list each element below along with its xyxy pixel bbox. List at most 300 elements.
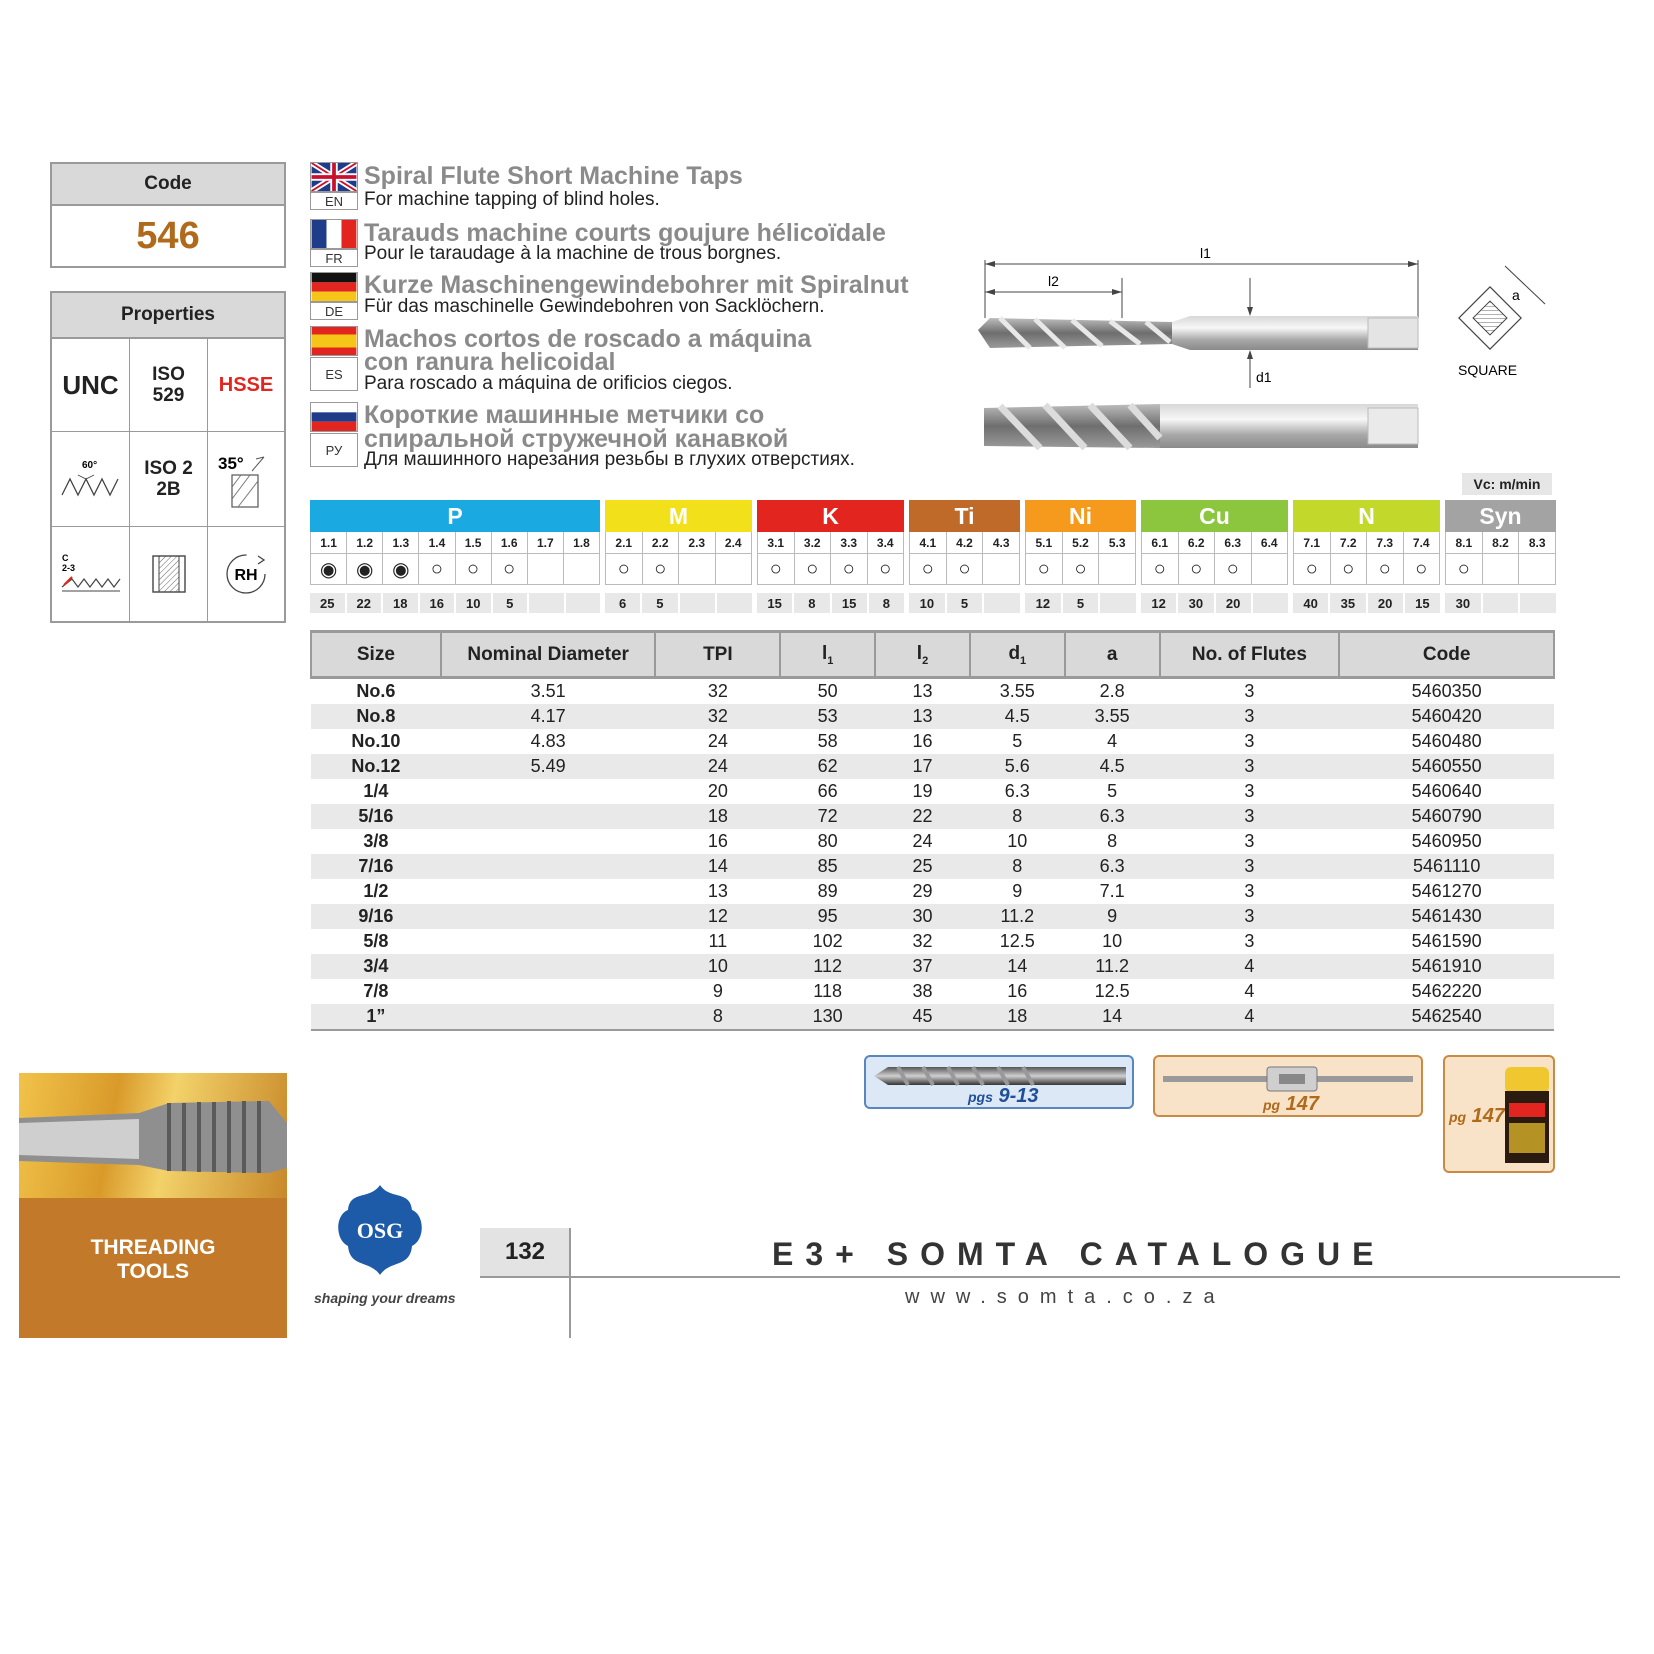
material-header: Syn <box>1445 500 1556 532</box>
table-cell: 7.1 <box>1099 881 1125 901</box>
table-row <box>311 904 1554 929</box>
table-cell: 3.55 <box>999 681 1035 701</box>
suitable-mark-icon: ○ <box>879 557 892 580</box>
suitable-mark-icon: ○ <box>1342 557 1355 580</box>
subgroup-number: 2.2 <box>643 532 679 554</box>
material-subgroup <box>1519 532 1555 584</box>
material-subgroup <box>1483 532 1520 584</box>
subgroup-number: 6.4 <box>1252 532 1288 554</box>
table-cell: 19 <box>912 781 933 801</box>
suitable-mark-icon: ○ <box>842 557 855 580</box>
table-cell: 8 <box>970 804 1065 829</box>
flag-es-icon <box>310 326 358 361</box>
table-cell: 30 <box>875 904 970 929</box>
table-cell: 62 <box>780 754 875 779</box>
lang-code-fr: FR <box>310 249 358 267</box>
material-subgroup <box>716 532 752 584</box>
table-row <box>311 1004 1554 1030</box>
table-cell: 5462540 <box>1339 1004 1554 1030</box>
table-cell: 72 <box>780 804 875 829</box>
table-cell: 5/8 <box>363 931 389 951</box>
cutting-speed-value: 5 <box>947 593 983 613</box>
table-cell: 89 <box>817 881 838 901</box>
cutting-speed-value: 6 <box>605 593 640 613</box>
suitable-mark-icon: ○ <box>503 557 516 580</box>
table-cell: 22 <box>875 804 970 829</box>
cutting-speed-value: 35 <box>1330 593 1365 613</box>
table-cell: 37 <box>875 954 970 979</box>
subtitle-en: For machine tapping of blind holes. <box>364 189 660 210</box>
table-cell: 85 <box>780 854 875 879</box>
column-header: Nominal Diameter <box>441 632 656 678</box>
subgroup-number: 1.2 <box>347 532 382 554</box>
table-cell <box>441 954 656 979</box>
table-cell: 12.5 <box>1094 981 1130 1001</box>
table-cell: 8 <box>1107 831 1118 851</box>
table-cell: 4 <box>1160 954 1340 979</box>
osg-tagline: shaping your dreams <box>314 1290 456 1306</box>
material-header: Ni <box>1025 500 1136 532</box>
suitable-mark-icon: ○ <box>1153 557 1166 580</box>
svg-text:2-3: 2-3 <box>61 563 75 573</box>
table-cell: 13 <box>707 881 728 901</box>
table-cell: 6.3 <box>1004 781 1030 801</box>
vc-label: Vc: m/min <box>1462 473 1552 495</box>
lang-code-en: EN <box>310 192 358 210</box>
table-cell: 6.3 <box>1065 804 1160 829</box>
material-subgroup <box>1446 532 1483 584</box>
material-subgroup <box>564 532 599 584</box>
table-cell: 11 <box>708 931 728 951</box>
subgroup-number: 4.3 <box>983 532 1019 554</box>
subgroup-number: 2.4 <box>716 532 752 554</box>
lang-code-es: ES <box>310 357 358 391</box>
material-subgroup <box>679 532 716 584</box>
cutting-speed-value: 5 <box>1063 593 1099 613</box>
cutting-speed-value <box>1100 593 1136 613</box>
table-cell <box>441 879 656 904</box>
table-cell: 53 <box>780 704 875 729</box>
cutting-fluid-page-ref: pg 147 <box>1449 1105 1506 1127</box>
material-group-syn <box>1445 500 1556 613</box>
thread-angle-icon <box>52 432 130 527</box>
material-subgroup <box>910 532 947 584</box>
table-cell: 4.5 <box>970 704 1065 729</box>
table-cell: 3.51 <box>530 681 566 701</box>
code-value: 546 <box>136 214 200 257</box>
table-cell: 4 <box>1107 731 1118 751</box>
cutting-speed-value: 10 <box>909 593 945 613</box>
table-cell: 4.83 <box>530 731 566 751</box>
table-cell: 1” <box>311 1004 441 1030</box>
flag-ru-icon <box>310 402 358 437</box>
subtitle-es: Para roscado a máquina de orificios ciegos. <box>364 373 733 394</box>
table-cell: 4 <box>1244 981 1255 1001</box>
table-cell: 3.55 <box>1065 704 1160 729</box>
tolerance-class: ISO 2 2B <box>130 432 208 527</box>
properties-box <box>50 291 286 623</box>
table-cell: 5 <box>1012 731 1023 751</box>
column-header: Size <box>311 632 441 678</box>
table-cell: 5461430 <box>1339 904 1554 929</box>
subtitle-fr: Pour le taraudage à la machine de trous borgnes. <box>364 243 782 264</box>
table-cell: 2.8 <box>1099 681 1125 701</box>
title-fr: Tarauds machine courts goujure hélicoïdale <box>364 219 886 247</box>
subgroup-number: 8.3 <box>1519 532 1555 554</box>
table-cell: 3/4 <box>311 954 441 979</box>
suitable-mark-icon: ○ <box>1190 557 1203 580</box>
size-table <box>310 630 1555 1031</box>
table-cell: 8 <box>970 854 1065 879</box>
table-cell: 4.5 <box>1065 754 1160 779</box>
table-cell: 9 <box>1065 904 1160 929</box>
svg-text:RH: RH <box>234 567 258 584</box>
cutting-speed-value: 10 <box>456 593 491 613</box>
subgroup-number: 8.2 <box>1483 532 1519 554</box>
material-subgroup <box>347 532 383 584</box>
recommended-mark-icon: ◉ <box>319 558 338 581</box>
table-cell: 32 <box>655 704 780 729</box>
subtitle-de: Für das maschinelle Gewindebohren von Sacklöchern. <box>364 296 825 317</box>
suitable-mark-icon: ○ <box>467 557 480 580</box>
table-cell: 18 <box>970 1004 1065 1030</box>
material-subgroup <box>1099 532 1135 584</box>
table-row <box>311 678 1554 705</box>
cutting-speed-value <box>680 593 715 613</box>
subgroup-number: 3.4 <box>868 532 904 554</box>
cutting-fluid-card[interactable] <box>1443 1055 1555 1173</box>
table-cell: 5461110 <box>1339 854 1554 879</box>
material-groups <box>310 500 1555 615</box>
no-mark <box>1519 554 1555 584</box>
material-subgroup <box>831 532 868 584</box>
material-group-ni <box>1025 500 1136 613</box>
no-mark <box>716 554 752 584</box>
table-row <box>311 804 1554 829</box>
cutting-speed-value: 22 <box>347 593 382 613</box>
table-row <box>311 829 1554 854</box>
material-subgroup <box>1026 532 1063 584</box>
table-cell: 6.3 <box>1065 854 1160 879</box>
properties-label: Properties <box>52 293 284 339</box>
material-header: K <box>757 500 904 532</box>
subgroup-number: 2.3 <box>679 532 715 554</box>
suitable-mark-icon: ○ <box>921 557 934 580</box>
threading-tap-image <box>19 1073 287 1198</box>
column-header: $l_2$ <box>875 632 970 678</box>
title-es: Machos cortos de roscado a máquina <box>364 325 812 353</box>
table-cell: No.12 <box>311 754 441 779</box>
tap-dimension-drawing <box>960 238 1560 478</box>
table-cell: 5460420 <box>1339 704 1554 729</box>
material-subgroup <box>419 532 455 584</box>
table-cell: 10 <box>1007 831 1028 851</box>
footer-divider <box>480 1276 1620 1278</box>
table-cell: 3 <box>1160 804 1340 829</box>
subgroup-number: 1.6 <box>492 532 527 554</box>
table-cell: 3 <box>1160 904 1340 929</box>
cutting-speed-value: 30 <box>1445 593 1481 613</box>
material-group-m <box>605 500 752 613</box>
table-cell: 3 <box>1244 881 1255 901</box>
subgroup-number: 1.7 <box>528 532 563 554</box>
material-subgroup <box>492 532 528 584</box>
table-row <box>311 704 1554 729</box>
table-cell: 7/16 <box>311 854 441 879</box>
table-cell: 102 <box>812 931 843 951</box>
title-en: Spiral Flute Short Machine Taps <box>364 162 743 190</box>
cutting-speed-value <box>984 593 1020 613</box>
table-cell: 112 <box>780 954 875 979</box>
subgroup-number: 5.1 <box>1026 532 1062 554</box>
table-cell: 13 <box>875 704 970 729</box>
drill-page-ref: pgs 9-13 <box>968 1085 1039 1107</box>
recommended-mark-icon: ◉ <box>355 558 374 581</box>
chamfer-icon <box>52 527 130 621</box>
cutting-speed-value: 12 <box>1141 593 1176 613</box>
cutting-speed-value: 40 <box>1293 593 1328 613</box>
cutting-speed-value <box>1520 593 1556 613</box>
lang-code-de: DE <box>310 302 358 320</box>
table-cell: 66 <box>817 781 838 801</box>
table-cell: No.8 <box>311 704 441 729</box>
table-cell: 18 <box>655 804 780 829</box>
iso-standard: ISO 529 <box>130 339 208 432</box>
table-cell: 14 <box>655 854 780 879</box>
svg-text:35°: 35° <box>218 454 244 473</box>
table-cell <box>441 929 656 954</box>
suitable-mark-icon: ○ <box>1074 557 1087 580</box>
svg-text:C: C <box>61 553 68 563</box>
material-group-ti <box>909 500 1020 613</box>
table-cell: 12 <box>655 904 780 929</box>
table-cell: 5460640 <box>1411 781 1482 801</box>
subgroup-number: 1.5 <box>456 532 491 554</box>
material-subgroup <box>1063 532 1100 584</box>
table-cell: 38 <box>912 981 933 1001</box>
svg-text:l2: l2 <box>1048 273 1059 289</box>
table-row <box>311 979 1554 1004</box>
table-cell: 58 <box>817 731 838 751</box>
svg-text:OSG: OSG <box>356 1218 404 1243</box>
subtitle-ru: Для машинного нарезания резьбы в глухих отверстиях. <box>364 449 855 470</box>
table-row <box>311 879 1554 904</box>
material-subgroup <box>311 532 347 584</box>
cutting-speed-value <box>717 593 752 613</box>
table-cell: No.10 <box>351 731 401 751</box>
suitable-mark-icon: ○ <box>958 557 971 580</box>
material-subgroup <box>528 532 564 584</box>
table-cell: 3 <box>1244 781 1255 801</box>
material-header: P <box>310 500 600 532</box>
suitable-mark-icon: ○ <box>1305 557 1318 580</box>
table-cell: 5460950 <box>1411 831 1482 851</box>
subgroup-number: 1.1 <box>311 532 346 554</box>
table-cell: 1/4 <box>363 781 389 801</box>
material-group-k <box>757 500 904 613</box>
table-cell: 3 <box>1160 854 1340 879</box>
cutting-speed-value: 18 <box>383 593 418 613</box>
table-cell: 13 <box>912 681 933 701</box>
subgroup-number: 4.1 <box>910 532 946 554</box>
table-cell <box>441 804 656 829</box>
table-cell: 7/8 <box>363 981 389 1001</box>
table-cell <box>441 779 656 804</box>
code-box <box>50 162 286 268</box>
table-cell: 10 <box>1102 931 1123 951</box>
table-cell: 3 <box>1160 754 1340 779</box>
title-ru-line2: спиральной стружечной канавкой <box>364 425 789 453</box>
table-cell: 11.2 <box>1065 954 1160 979</box>
cutting-speed-value: 8 <box>869 593 904 613</box>
column-header: a <box>1065 632 1160 678</box>
table-cell <box>441 854 656 879</box>
material-header: Cu <box>1141 500 1288 532</box>
table-row <box>311 954 1554 979</box>
table-cell: 5462220 <box>1411 981 1482 1001</box>
subgroup-number: 5.2 <box>1063 532 1099 554</box>
material-subgroup <box>1252 532 1288 584</box>
cutting-speed-value <box>566 593 601 613</box>
table-cell: 5.49 <box>441 754 656 779</box>
suitable-mark-icon: ○ <box>1037 557 1050 580</box>
cutting-speed-value: 5 <box>642 593 677 613</box>
subgroup-number: 8.1 <box>1446 532 1482 554</box>
table-cell: 4.17 <box>441 704 656 729</box>
table-cell <box>441 979 656 1004</box>
table-cell: 5460480 <box>1411 731 1482 751</box>
table-cell: 14 <box>1065 1004 1160 1030</box>
table-cell: 3 <box>1244 731 1255 751</box>
table-cell: 25 <box>875 854 970 879</box>
title-de: Kurze Maschinengewindebohrer mit Spiralnut <box>364 271 909 299</box>
cutting-speed-value <box>529 593 564 613</box>
subgroup-number: 3.3 <box>831 532 867 554</box>
table-cell: 118 <box>813 981 842 1001</box>
material-subgroup <box>868 532 904 584</box>
subgroup-number: 7.3 <box>1367 532 1403 554</box>
no-mark <box>1252 554 1288 584</box>
suitable-mark-icon: ○ <box>769 557 782 580</box>
title-es-line2: con ranura helicoidal <box>364 348 616 376</box>
cutting-speed-value <box>1483 593 1519 613</box>
table-cell: 17 <box>875 754 970 779</box>
table-cell: 3 <box>1160 704 1340 729</box>
subgroup-number: 7.2 <box>1331 532 1367 554</box>
material-hsse: HSSE <box>208 339 284 432</box>
helix-angle-icon <box>208 432 284 527</box>
code-label: Code <box>52 164 284 206</box>
suitable-mark-icon: ○ <box>654 557 667 580</box>
table-cell: 5461590 <box>1411 931 1482 951</box>
table-cell: 130 <box>780 1004 875 1030</box>
material-subgroup <box>643 532 680 584</box>
title-ru: Короткие машинные метчики со <box>364 401 765 429</box>
table-cell <box>441 904 656 929</box>
rotation-icon <box>208 527 284 621</box>
cutting-speed-value: 25 <box>310 593 345 613</box>
cutting-speed-value: 20 <box>1368 593 1403 613</box>
suitable-mark-icon: ○ <box>1226 557 1239 580</box>
footer-vertical-divider <box>569 1228 571 1338</box>
table-cell: 10 <box>655 954 780 979</box>
table-cell: 12.5 <box>999 931 1035 951</box>
table-row <box>311 754 1554 779</box>
table-cell: 20 <box>707 781 728 801</box>
material-subgroup <box>947 532 984 584</box>
recommended-mark-icon: ◉ <box>392 558 410 581</box>
table-cell: 14 <box>970 954 1065 979</box>
table-cell: 16 <box>707 831 728 851</box>
subgroup-number: 4.2 <box>947 532 983 554</box>
material-subgroup <box>456 532 492 584</box>
tap-wrench-card[interactable] <box>1153 1055 1423 1117</box>
table-cell: 5.6 <box>970 754 1065 779</box>
material-subgroup <box>383 532 419 584</box>
no-mark <box>1099 554 1135 584</box>
subgroup-number: 6.3 <box>1215 532 1251 554</box>
material-subgroup <box>1404 532 1440 584</box>
table-cell: 3/8 <box>363 831 389 851</box>
subgroup-number: 6.1 <box>1142 532 1178 554</box>
suitable-mark-icon: ○ <box>617 557 630 580</box>
no-mark <box>528 554 563 584</box>
material-header: M <box>605 500 752 532</box>
tap-wrench-page-ref: pg 147 <box>1263 1093 1320 1115</box>
material-subgroup <box>1367 532 1404 584</box>
table-cell: 5 <box>1107 781 1118 801</box>
subgroup-number: 3.2 <box>795 532 831 554</box>
svg-text:l1: l1 <box>1200 245 1211 261</box>
cutting-speed-value: 16 <box>420 593 455 613</box>
website-url: www.somta.co.za <box>905 1286 1226 1308</box>
subgroup-number: 5.3 <box>1099 532 1135 554</box>
material-subgroup <box>1215 532 1252 584</box>
svg-text:d1: d1 <box>1256 369 1272 385</box>
table-cell: 9 <box>712 981 723 1001</box>
table-cell: 9 <box>1012 881 1023 901</box>
table-cell: 5460550 <box>1339 754 1554 779</box>
table-cell: 5461270 <box>1411 881 1482 901</box>
square-shank-icon <box>130 527 208 621</box>
suitable-mark-icon: ○ <box>1457 557 1470 580</box>
threading-tools-section <box>19 1073 287 1338</box>
cutting-speed-value: 8 <box>794 593 829 613</box>
subgroup-number: 1.8 <box>564 532 599 554</box>
material-subgroup <box>983 532 1019 584</box>
table-row <box>311 854 1554 879</box>
material-group-p <box>310 500 600 613</box>
lang-code-ru: РУ <box>310 433 358 467</box>
subgroup-number: 2.1 <box>606 532 642 554</box>
material-subgroup <box>1179 532 1216 584</box>
table-cell: 5460790 <box>1339 804 1554 829</box>
no-mark <box>564 554 599 584</box>
table-row <box>311 779 1554 804</box>
cutting-speed-value: 5 <box>493 593 528 613</box>
table-cell: 95 <box>780 904 875 929</box>
table-cell: 24 <box>707 731 728 751</box>
table-row <box>311 729 1554 754</box>
drill-card[interactable] <box>864 1055 1134 1109</box>
material-group-cu <box>1141 500 1288 613</box>
osg-logo <box>330 1180 430 1285</box>
svg-text:60°: 60° <box>81 460 97 471</box>
material-subgroup <box>1142 532 1179 584</box>
table-cell: 3 <box>1244 681 1255 701</box>
table-row <box>311 929 1554 954</box>
cutting-speed-value: 20 <box>1216 593 1251 613</box>
